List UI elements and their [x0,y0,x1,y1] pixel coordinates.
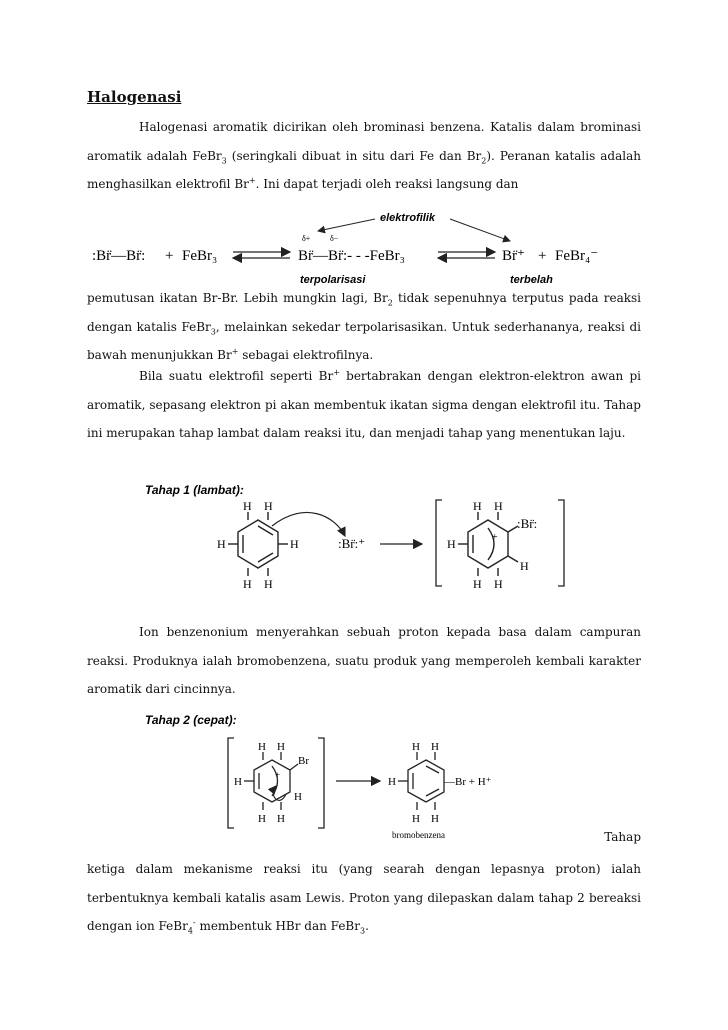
paragraph-polarization [87,284,641,370]
step1-title: Tahap 1 (lambat): [145,483,244,497]
curved-electron-arrow [272,512,345,536]
reaction-diagram-polarization [90,205,630,290]
positive-charge: + [275,770,281,780]
paragraph-intro [87,113,641,199]
label-elektrofilik: elektrofilik [380,212,436,224]
equilibrium-arrow-2 [438,252,495,258]
section-heading: Halogenasi [87,88,182,106]
iron-tribromide: FeBr₃ [182,248,218,264]
bromine-and-proton: —Br + H⁺ [444,776,492,788]
bromine-atom: :Br̈: [517,516,538,531]
hydrogen-atom: H [473,499,482,513]
hydrogen-atom: H [412,741,420,753]
superscript: + [248,176,256,185]
hydrogen-atom: H [258,813,266,825]
subscript: 3 [210,326,216,336]
delta-plus-label: δ+ [302,234,311,243]
subscript: 2 [481,155,487,165]
text-run: Halogenasi aromatik dicirikan oleh brominasi benzena. Katalis dalam brominasi aromatik adalah FeBr [87,120,641,163]
plus-sign: + [538,248,547,264]
subscript: 3 [360,926,366,936]
hydrogen-atom: H [234,776,242,788]
superscript: + [333,368,340,377]
hydrogen-atom: H [412,813,420,825]
text-run: Bila suatu elektrofil seperti Br [139,369,334,383]
tahap-word: Tahap [604,830,641,844]
subscript: 4 [187,926,193,936]
paragraph-step1 [87,362,641,448]
bromobenzene-ring [398,752,444,810]
positive-charge: + [492,532,498,543]
step2-title: Tahap 2 (cepat): [145,713,237,727]
superscript: + [231,347,239,356]
hydrogen-atom: H [494,577,503,591]
hydrogen-atom: H [277,741,285,753]
bromine-atom: Br [298,755,309,767]
reaction-diagram-step1 [140,478,570,596]
bromonium-cation: :Br̈:⁺ [338,536,366,551]
superscript: - [192,918,196,927]
paragraph-step2 [87,618,641,704]
text-run: ketiga dalam mekanisme reaksi itu (yang searah dengan lepasnya proton) ialah terbentuknya kembali katalis asam Lewis. Proton yang dilepaskan dalam tahap 2 bereaksi dengan ion FeBr [87,862,641,933]
text-run: Ion benzenonium menyerahkan sebuah proton kepada basa dalam campuran reaksi. Produknya ialah bromobenzena, suatu produk yang memperoleh kembali karakter aromatik dari cincinnya. [87,625,641,696]
hydrogen-atom: H [520,559,529,573]
hydrogen-atom: H [277,813,285,825]
bracket-right [318,738,324,828]
hydrogen-atom: H [473,577,482,591]
paragraph-step3 [87,855,641,941]
text-run: sebagai elektrofilnya. [238,348,374,362]
subscript: 3 [221,155,227,165]
pointer-arrow [318,219,375,231]
hydrogen-atom: H [294,791,302,803]
text-run: tidak sepenuhnya terputus pada reaksi dengan katalis FeBr [87,291,641,334]
hydrogen-atom: H [388,776,396,788]
pointer-arrow [450,219,510,241]
text-run: . [365,919,369,933]
text-run: bertabrakan dengan elektron-elektron awan pi aromatik, sepasang elektron pi akan membentuk ikatan sigma dengan elektrofil itu. Tahap ini merupakan tahap lambat dalam reaksi itu, dan menjadi tahap yang menentukan laju. [87,369,641,440]
text-run: (seringkali dibuat in situ dari Fe dan Br [226,148,482,163]
hydrogen-atom: H [290,537,299,551]
label-terpolarisasi: terpolarisasi [300,274,366,286]
plus-sign: + [165,248,174,264]
bracket-left [436,500,442,586]
hydrogen-atom: H [431,813,439,825]
text-run: pemutusan ikatan Br-Br. Lebih mungkin lagi, Br [87,291,388,305]
hydrogen-atom: H [258,741,266,753]
bromonium-cation: Br̈⁺ [502,248,525,264]
benzenonium-ring [244,752,298,810]
label-terbelah: terbelah [510,274,553,286]
text-run: ). Peranan katalis adalah menghasilkan elektrofil Br [87,148,641,191]
delta-minus-label: δ− [330,234,339,243]
benzenonium-ring [458,512,518,576]
text-run: . Ini dapat terjadi oleh reaksi langsung dan [255,177,519,191]
equilibrium-arrow-1 [233,252,290,258]
subscript: 2 [387,298,393,308]
dibromine: :Br̈—Br̈: [92,248,146,264]
text-run: , melainkan sekedar terpolarisasikan. Untuk sederhananya, reaksi di bawah menunjukkan Br [87,319,641,362]
polarized-complex: Br̈—Br̈:- - -FeBr₃ [298,248,405,264]
text-run: membentuk HBr dan FeBr [195,919,360,933]
hydrogen-atom: H [217,537,226,551]
hydrogen-atom: H [264,577,273,591]
hydrogen-atom: H [264,499,273,513]
hydrogen-atom: H [447,537,456,551]
bracket-right [558,500,564,586]
tetrabromoferrate-anion: FeBr₄⁻ [555,248,599,264]
hydrogen-atom: H [494,499,503,513]
reaction-diagram-step2 [140,708,540,843]
label-bromobenzena: bromobenzena [392,830,445,840]
hydrogen-atom: H [431,741,439,753]
hydrogen-atom: H [243,577,252,591]
hydrogen-atom: H [243,499,252,513]
